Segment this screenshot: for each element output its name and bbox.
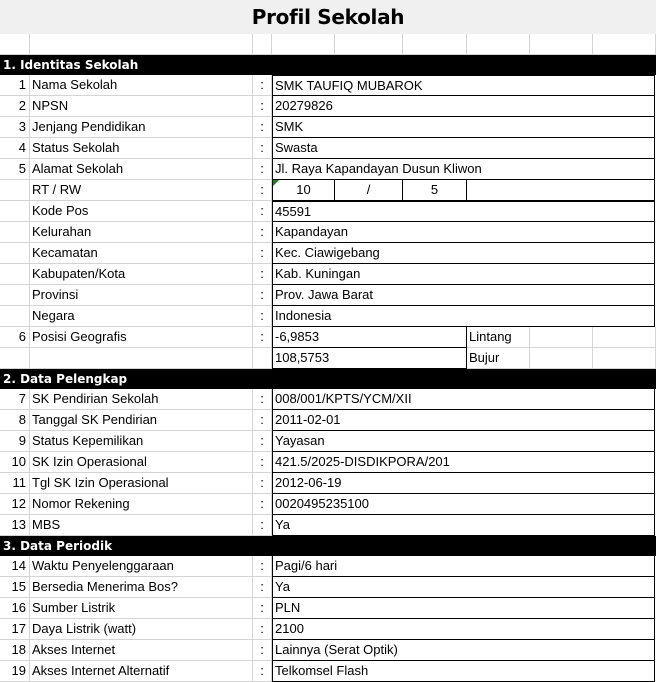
row-label[interactable]: Waktu Penyelenggaraan	[30, 556, 253, 577]
colon[interactable]: :	[253, 159, 272, 180]
row-number[interactable]: 16	[0, 598, 30, 619]
row-label[interactable]: Provinsi	[30, 285, 253, 306]
sheet-title-bar	[0, 0, 656, 34]
colon[interactable]: :	[253, 201, 272, 222]
row-number[interactable]: 13	[0, 515, 30, 536]
row-value[interactable]: Prov. Jawa Barat	[272, 285, 655, 306]
table-row	[0, 222, 656, 243]
row-number[interactable]	[0, 180, 30, 201]
row-label[interactable]: RT / RW	[30, 180, 253, 201]
colon[interactable]: :	[253, 180, 272, 201]
colon[interactable]: :	[253, 619, 272, 640]
table-row	[0, 389, 656, 410]
row-value[interactable]: Jl. Raya Kapandayan Dusun Kliwon	[272, 159, 655, 180]
empty-cell[interactable]	[467, 180, 655, 201]
colon[interactable]: :	[253, 75, 272, 96]
row-number[interactable]	[0, 264, 30, 285]
row-label[interactable]: Status Sekolah	[30, 138, 253, 159]
row-value[interactable]: Lainnya (Serat Optik)	[272, 640, 655, 661]
empty-cell[interactable]	[530, 327, 593, 348]
rt-rw-separator[interactable]: /	[335, 180, 403, 201]
colon[interactable]: :	[253, 285, 272, 306]
table-row	[0, 619, 656, 640]
table-row	[0, 598, 656, 619]
empty-cell[interactable]	[593, 348, 656, 369]
row-number[interactable]: 3	[0, 117, 30, 138]
row-value[interactable]: 2012-06-19	[272, 473, 655, 494]
row-label[interactable]: SK Pendirian Sekolah	[30, 389, 253, 410]
table-row	[0, 159, 656, 180]
table-row	[0, 264, 656, 285]
table-row	[0, 640, 656, 661]
row-number[interactable]: 14	[0, 556, 30, 577]
empty-cell[interactable]	[253, 34, 272, 55]
table-row-geo-bujur	[0, 348, 656, 369]
colon[interactable]: :	[253, 494, 272, 515]
row-label[interactable]: Kelurahan	[30, 222, 253, 243]
rw-value[interactable]: 5	[403, 180, 467, 201]
empty-cell[interactable]	[530, 348, 593, 369]
empty-cell[interactable]	[593, 327, 656, 348]
row-label[interactable]: MBS	[30, 515, 253, 536]
row-number[interactable]: 10	[0, 452, 30, 473]
colon[interactable]: :	[253, 96, 272, 117]
table-row	[0, 452, 656, 473]
row-value[interactable]: Ya	[272, 577, 655, 598]
empty-row	[0, 34, 656, 55]
row-value[interactable]: 20279826	[272, 96, 655, 117]
row-number[interactable]	[0, 201, 30, 222]
section-header-identitas: 1. Identitas Sekolah	[0, 55, 656, 75]
row-number[interactable]: 15	[0, 577, 30, 598]
empty-cell[interactable]	[272, 34, 335, 55]
row-number[interactable]: 18	[0, 640, 30, 661]
table-row	[0, 494, 656, 515]
colon[interactable]: :	[253, 556, 272, 577]
colon[interactable]: :	[253, 264, 272, 285]
row-label[interactable]: Sumber Listrik	[30, 598, 253, 619]
colon[interactable]: :	[253, 598, 272, 619]
colon[interactable]: :	[253, 431, 272, 452]
page-title: Profil Sekolah	[251, 5, 405, 29]
row-label[interactable]: Bersedia Menerima Bos?	[30, 577, 253, 598]
row-number[interactable]: 9	[0, 431, 30, 452]
row-label[interactable]: Posisi Geografis	[30, 327, 253, 348]
row-value[interactable]: 0020495235100	[272, 494, 655, 515]
empty-cell[interactable]	[467, 34, 530, 55]
row-label[interactable]: Kecamatan	[30, 243, 253, 264]
row-label[interactable]	[30, 348, 253, 369]
lintang-value[interactable]: -6,9853	[272, 327, 467, 348]
section-header-periodik: 3. Data Periodik	[0, 536, 656, 556]
row-value[interactable]: 2100	[272, 619, 655, 640]
colon[interactable]: :	[253, 389, 272, 410]
row-number[interactable]: 17	[0, 619, 30, 640]
row-value[interactable]: Ya	[272, 515, 655, 536]
empty-cell[interactable]	[253, 348, 272, 369]
colon[interactable]: :	[253, 306, 272, 327]
row-label[interactable]: Tgl SK Izin Operasional	[30, 473, 253, 494]
colon[interactable]: :	[253, 515, 272, 536]
row-value[interactable]: 2011-02-01	[272, 410, 655, 431]
row-number[interactable]	[0, 243, 30, 264]
spreadsheet	[0, 34, 656, 682]
row-label[interactable]: Kabupaten/Kota	[30, 264, 253, 285]
row-label[interactable]: Daya Listrik (watt)	[30, 619, 253, 640]
colon[interactable]: :	[253, 117, 272, 138]
row-value[interactable]: Indonesia	[272, 306, 655, 327]
row-label[interactable]: Kode Pos	[30, 201, 253, 222]
row-value[interactable]: Swasta	[272, 138, 655, 159]
row-number[interactable]: 12	[0, 494, 30, 515]
row-label[interactable]: Tanggal SK Pendirian	[30, 410, 253, 431]
table-row	[0, 138, 656, 159]
colon[interactable]: :	[253, 661, 272, 682]
row-label[interactable]: Negara	[30, 306, 253, 327]
table-row	[0, 473, 656, 494]
row-label[interactable]: Nomor Rekening	[30, 494, 253, 515]
table-row	[0, 577, 656, 598]
row-number[interactable]	[0, 222, 30, 243]
empty-cell[interactable]	[593, 34, 656, 55]
row-value[interactable]: Kec. Ciawigebang	[272, 243, 655, 264]
colon[interactable]: :	[253, 138, 272, 159]
table-row	[0, 285, 656, 306]
row-value[interactable]: SMK	[272, 117, 655, 138]
row-value[interactable]: 008/001/KPTS/YCM/XII	[272, 389, 655, 410]
table-row-geo-lintang	[0, 327, 656, 348]
row-label[interactable]: SK Izin Operasional	[30, 452, 253, 473]
table-row	[0, 556, 656, 577]
row-number[interactable]: 8	[0, 410, 30, 431]
error-indicator-icon	[273, 180, 279, 186]
row-number[interactable]: 6	[0, 327, 30, 348]
table-row	[0, 117, 656, 138]
row-value[interactable]: PLN	[272, 598, 655, 619]
table-row	[0, 201, 656, 222]
row-number[interactable]: 2	[0, 96, 30, 117]
empty-cell[interactable]	[530, 34, 593, 55]
row-number[interactable]: 4	[0, 138, 30, 159]
table-row-rtrw	[0, 180, 656, 201]
colon[interactable]: :	[253, 473, 272, 494]
row-label[interactable]: Nama Sekolah	[30, 75, 253, 96]
row-number[interactable]: 11	[0, 473, 30, 494]
bujur-label[interactable]: Bujur	[467, 348, 530, 369]
row-label[interactable]: Status Kepemilikan	[30, 431, 253, 452]
colon[interactable]: :	[253, 243, 272, 264]
table-row	[0, 515, 656, 536]
table-row	[0, 243, 656, 264]
row-number[interactable]: 7	[0, 389, 30, 410]
rt-value[interactable]: 10	[272, 180, 335, 201]
table-row	[0, 75, 656, 96]
colon[interactable]: :	[253, 222, 272, 243]
row-value[interactable]: 421.5/2025-DISDIKPORA/201	[272, 452, 655, 473]
row-value[interactable]: SMK TAUFIQ MUBAROK	[272, 75, 655, 96]
row-label[interactable]: Jenjang Pendidikan	[30, 117, 253, 138]
row-label[interactable]: Akses Internet Alternatif	[30, 661, 253, 682]
table-row	[0, 96, 656, 117]
row-value[interactable]: Telkomsel Flash	[272, 661, 655, 682]
empty-cell[interactable]	[0, 34, 30, 55]
empty-cell[interactable]	[30, 34, 253, 55]
row-number[interactable]	[0, 306, 30, 327]
table-row	[0, 306, 656, 327]
empty-cell[interactable]	[335, 34, 403, 55]
section-header-pelengkap: 2. Data Pelengkap	[0, 369, 656, 389]
colon[interactable]: :	[253, 410, 272, 431]
row-value[interactable]: Yayasan	[272, 431, 655, 452]
empty-cell[interactable]	[403, 34, 467, 55]
row-number[interactable]: 1	[0, 75, 30, 96]
row-number[interactable]: 19	[0, 661, 30, 682]
colon[interactable]: :	[253, 452, 272, 473]
row-label[interactable]: NPSN	[30, 96, 253, 117]
table-row	[0, 431, 656, 452]
row-value[interactable]: 45591	[272, 201, 655, 222]
table-row	[0, 410, 656, 431]
row-number[interactable]	[0, 285, 30, 306]
lintang-label[interactable]: Lintang	[467, 327, 530, 348]
bujur-value[interactable]: 108,5753	[272, 348, 467, 369]
row-label[interactable]: Akses Internet	[30, 640, 253, 661]
table-row	[0, 661, 656, 682]
row-number[interactable]	[0, 348, 30, 369]
row-value[interactable]: Pagi/6 hari	[272, 556, 655, 577]
row-value[interactable]: Kab. Kuningan	[272, 264, 655, 285]
row-value[interactable]: Kapandayan	[272, 222, 655, 243]
colon[interactable]: :	[253, 577, 272, 598]
colon[interactable]: :	[253, 640, 272, 661]
row-label[interactable]: Alamat Sekolah	[30, 159, 253, 180]
row-number[interactable]: 5	[0, 159, 30, 180]
colon[interactable]: :	[253, 327, 272, 348]
